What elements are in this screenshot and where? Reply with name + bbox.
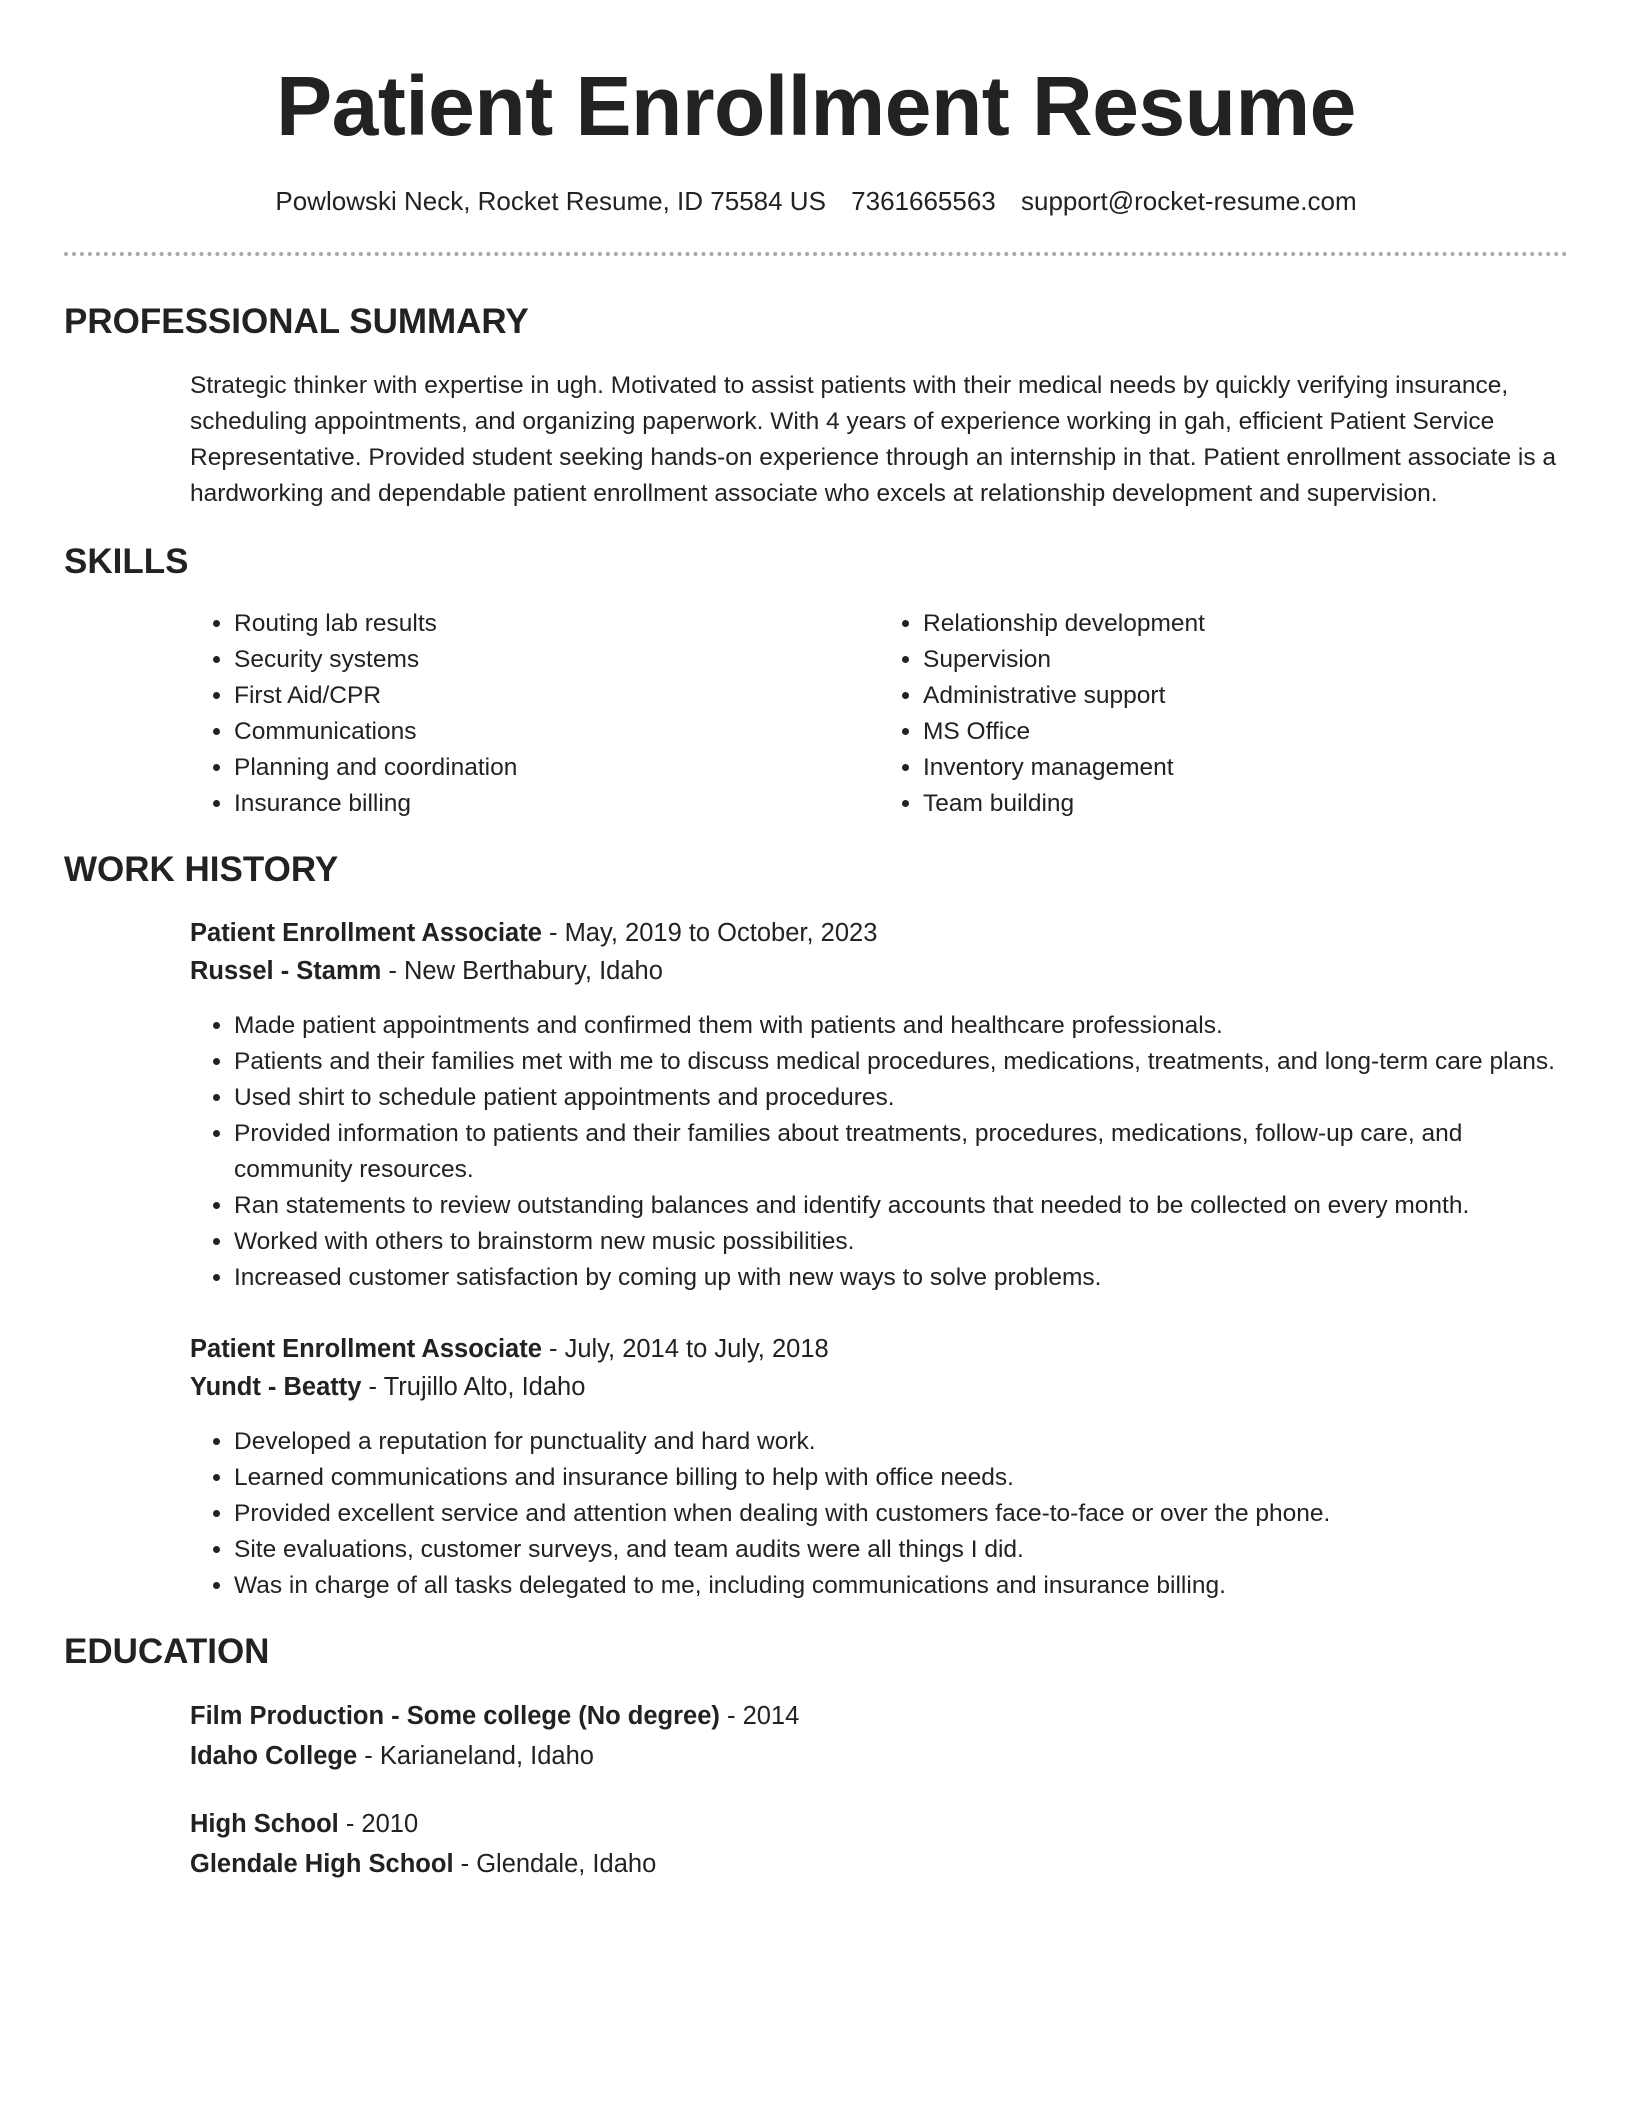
education-entry bbox=[64, 1696, 1568, 1776]
contact-email: support@rocket-resume.com bbox=[1021, 186, 1357, 216]
skill-item: • Communications bbox=[234, 714, 879, 750]
skill-item: • Routing lab results bbox=[234, 606, 879, 642]
job-location: - New Berthabury, Idaho bbox=[381, 957, 663, 985]
education-school: Idaho College bbox=[190, 1742, 358, 1770]
education-entry bbox=[64, 1804, 1568, 1884]
job-title: Patient Enrollment Associate bbox=[190, 919, 542, 947]
skill-item: • Relationship development bbox=[923, 606, 1568, 642]
skill-item: • Supervision bbox=[923, 642, 1568, 678]
skill-item: • First Aid/CPR bbox=[234, 678, 879, 714]
skills-heading: SKILLS bbox=[64, 542, 189, 581]
job-dates: - May, 2019 to October, 2023 bbox=[541, 919, 878, 947]
job-title-line bbox=[190, 914, 1568, 952]
job-entry bbox=[64, 1330, 1568, 1604]
job-company: Russel - Stamm bbox=[190, 957, 382, 985]
education-section bbox=[64, 1630, 1568, 1884]
job-bullet: • Learned communications and insurance billing to help with office needs. bbox=[234, 1460, 1568, 1496]
resume-header bbox=[64, 0, 1568, 256]
education-school: Glendale High School bbox=[190, 1850, 454, 1878]
skills-list-left bbox=[190, 606, 879, 822]
education-school-line bbox=[190, 1736, 1568, 1776]
job-title: Patient Enrollment Associate bbox=[190, 1335, 542, 1363]
education-degree: High School bbox=[190, 1810, 339, 1838]
contact-address: Powlowski Neck, Rocket Resume, ID 75584 US bbox=[275, 186, 826, 216]
skill-item: • MS Office bbox=[923, 714, 1568, 750]
education-heading: EDUCATION bbox=[64, 1632, 270, 1671]
work-heading: WORK HISTORY bbox=[64, 850, 339, 889]
job-location: - Trujillo Alto, Idaho bbox=[361, 1373, 586, 1401]
skill-item: • Inventory management bbox=[923, 750, 1568, 786]
skill-item: • Security systems bbox=[234, 642, 879, 678]
education-degree-line bbox=[190, 1696, 1568, 1736]
job-bullet: • Site evaluations, customer surveys, and team audits were all things I did. bbox=[234, 1532, 1568, 1568]
job-entry bbox=[64, 914, 1568, 1296]
job-company-line bbox=[190, 952, 1568, 990]
skill-item: • Insurance billing bbox=[234, 786, 879, 822]
header-divider bbox=[64, 252, 1568, 256]
job-bullet: • Used shirt to schedule patient appointments and procedures. bbox=[234, 1080, 1568, 1116]
job-title-line bbox=[190, 1330, 1568, 1368]
resume-title: Patient Enrollment Resume bbox=[276, 59, 1356, 153]
job-bullets bbox=[190, 1424, 1568, 1604]
job-company: Yundt - Beatty bbox=[190, 1373, 362, 1401]
skills-section bbox=[64, 540, 1568, 822]
education-year: - 2010 bbox=[338, 1810, 419, 1838]
job-bullet: • Increased customer satisfaction by coming up with new ways to solve problems. bbox=[234, 1260, 1568, 1296]
work-section bbox=[64, 848, 1568, 1604]
education-year: - 2014 bbox=[719, 1702, 800, 1730]
skills-list-right bbox=[879, 606, 1568, 822]
education-degree: Film Production - Some college (No degree) bbox=[190, 1702, 720, 1730]
skill-item: • Team building bbox=[923, 786, 1568, 822]
summary-heading: PROFESSIONAL SUMMARY bbox=[64, 302, 529, 341]
job-bullet: • Made patient appointments and confirmed them with patients and healthcare professionals. bbox=[234, 1008, 1568, 1044]
summary-section bbox=[64, 300, 1568, 512]
job-bullet: • Was in charge of all tasks delegated to me, including communications and insurance billing. bbox=[234, 1568, 1568, 1604]
skills-grid bbox=[64, 606, 1568, 822]
job-bullet: • Provided information to patients and their families about treatments, procedures, medications, follow-up care, and community resources. bbox=[234, 1116, 1568, 1188]
job-bullets bbox=[190, 1008, 1568, 1296]
job-bullet: • Patients and their families met with me to discuss medical procedures, medications, treatments, and long-term care plans. bbox=[234, 1044, 1568, 1080]
job-bullet: • Ran statements to review outstanding balances and identify accounts that needed to be collected on every month. bbox=[234, 1188, 1568, 1224]
education-school-line bbox=[190, 1844, 1568, 1884]
job-bullet: • Worked with others to brainstorm new music possibilities. bbox=[234, 1224, 1568, 1260]
contact-line bbox=[64, 184, 1568, 218]
skill-item: • Administrative support bbox=[923, 678, 1568, 714]
skill-item: • Planning and coordination bbox=[234, 750, 879, 786]
job-company-line bbox=[190, 1368, 1568, 1406]
job-dates: - July, 2014 to July, 2018 bbox=[541, 1335, 829, 1363]
contact-phone: 7361665563 bbox=[851, 186, 996, 216]
education-location: - Karianeland, Idaho bbox=[357, 1742, 594, 1770]
job-bullet: • Provided excellent service and attention when dealing with customers face-to-face or over the phone. bbox=[234, 1496, 1568, 1532]
education-degree-line bbox=[190, 1804, 1568, 1844]
education-location: - Glendale, Idaho bbox=[453, 1850, 657, 1878]
summary-text: Strategic thinker with expertise in ugh. Motivated to assist patients with their medical needs by quickly verifying insurance, scheduling appointments, and organizing paperwork. With 4 years of experience working in gah, efficient Patient Service Representative. Provided student seeking hands-on experience through an internship in that. Patient enrollment associate is a hardworking and dependable patient enrollment associate who excels at relationship development and supervision. bbox=[190, 372, 1557, 507]
job-bullet: • Developed a reputation for punctuality and hard work. bbox=[234, 1424, 1568, 1460]
